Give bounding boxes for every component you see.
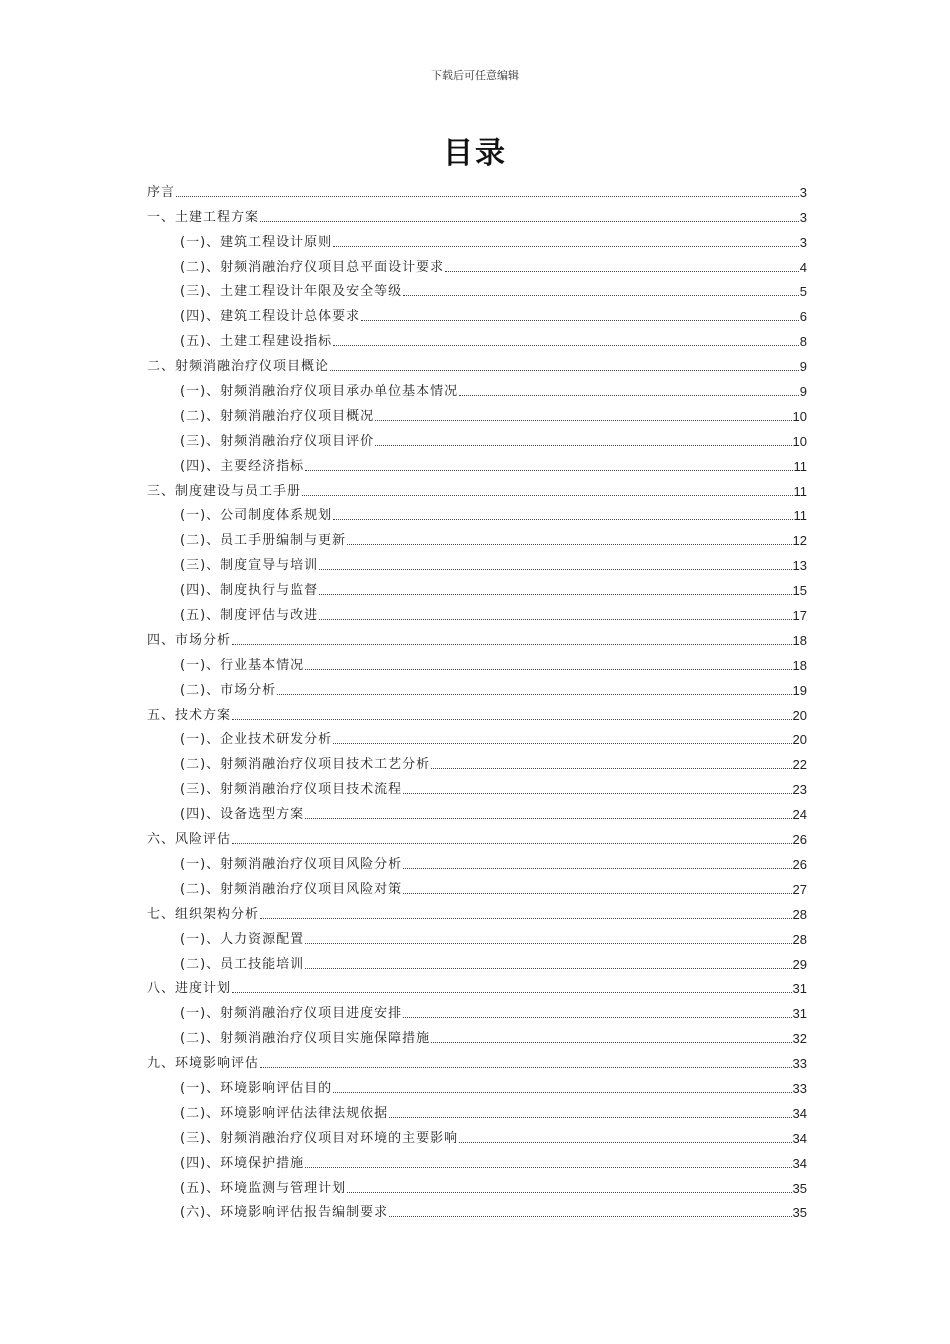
toc-dot-leader — [375, 419, 791, 421]
toc-section-entry[interactable] — [147, 848, 807, 873]
toc-dot-leader — [389, 1116, 791, 1118]
toc-page-number: 33 — [792, 1056, 807, 1072]
toc-section-entry[interactable] — [147, 873, 807, 898]
toc-section-entry[interactable] — [147, 948, 807, 973]
toc-page-number: 3 — [799, 234, 807, 250]
toc-page-number: 9 — [799, 384, 807, 400]
toc-entry-label: 九、环境影响评估 — [147, 1056, 260, 1072]
toc-section-entry[interactable] — [147, 1022, 807, 1047]
toc-dot-leader — [431, 767, 791, 769]
toc-section-entry[interactable] — [147, 524, 807, 549]
toc-chapter-entry[interactable] — [147, 1047, 807, 1072]
toc-section-entry[interactable] — [147, 226, 807, 251]
toc-entry-label: (一)、企业技术研发分析 — [180, 732, 333, 748]
toc-entry-label: (四)、制度执行与监督 — [180, 583, 319, 599]
toc-dot-leader — [333, 518, 792, 520]
toc-section-entry[interactable] — [147, 1122, 807, 1147]
toc-entry-label: (三)、土建工程设计年限及安全等级 — [180, 284, 403, 300]
toc-entry-label: (二)、射频消融治疗仪项目总平面设计要求 — [180, 259, 445, 275]
toc-page-number: 3 — [799, 184, 807, 200]
toc-dot-leader — [305, 817, 791, 819]
toc-entry-label: (四)、设备选型方案 — [180, 807, 305, 823]
toc-page-number: 26 — [792, 832, 807, 848]
toc-entry-label: (一)、公司制度体系规划 — [180, 508, 333, 524]
toc-page-number: 34 — [792, 1105, 807, 1121]
toc-page-number: 34 — [792, 1155, 807, 1171]
toc-page-number: 22 — [792, 757, 807, 773]
toc-chapter-entry[interactable] — [147, 699, 807, 724]
toc-section-entry[interactable] — [147, 1197, 807, 1222]
toc-entry-label: (三)、射频消融治疗仪项目技术流程 — [180, 782, 403, 798]
toc-entry-label: 七、组织架构分析 — [147, 906, 260, 922]
toc-section-entry[interactable] — [147, 276, 807, 301]
toc-dot-leader — [403, 867, 791, 869]
toc-section-entry[interactable] — [147, 649, 807, 674]
toc-dot-leader — [319, 568, 791, 570]
toc-section-entry[interactable] — [147, 1147, 807, 1172]
toc-section-entry[interactable] — [147, 574, 807, 599]
toc-dot-leader — [403, 294, 799, 296]
table-of-contents — [147, 176, 807, 1221]
toc-entry-label: (一)、射频消融治疗仪项目风险分析 — [180, 856, 403, 872]
toc-page-number: 12 — [792, 533, 807, 549]
toc-entry-label: (二)、射频消融治疗仪项目风险对策 — [180, 881, 403, 897]
toc-dot-leader — [347, 1191, 791, 1193]
toc-entry-label: 四、市场分析 — [147, 632, 232, 648]
toc-dot-leader — [305, 1166, 791, 1168]
toc-dot-leader — [232, 718, 792, 720]
toc-dot-leader — [232, 643, 792, 645]
toc-dot-leader — [319, 618, 791, 620]
toc-dot-leader — [333, 344, 799, 346]
toc-entry-label: (二)、射频消融治疗仪项目技术工艺分析 — [180, 757, 431, 773]
toc-section-entry[interactable] — [147, 400, 807, 425]
toc-section-entry[interactable] — [147, 1097, 807, 1122]
toc-dot-leader — [277, 693, 791, 695]
toc-page-number: 17 — [792, 608, 807, 624]
toc-page-number: 10 — [792, 433, 807, 449]
toc-page-number: 13 — [792, 558, 807, 574]
toc-dot-leader — [459, 394, 799, 396]
toc-page-number: 10 — [792, 408, 807, 424]
toc-dot-leader — [305, 668, 791, 670]
toc-page-number: 5 — [799, 284, 807, 300]
toc-entry-label: (五)、制度评估与改进 — [180, 608, 319, 624]
toc-section-entry[interactable] — [147, 375, 807, 400]
toc-entry-label: (二)、员工技能培训 — [180, 956, 305, 972]
toc-dot-leader — [403, 792, 791, 794]
toc-entry-label: 八、进度计划 — [147, 981, 232, 997]
toc-entry-label: 三、制度建设与员工手册 — [147, 483, 302, 499]
toc-dot-leader — [319, 593, 791, 595]
toc-section-entry[interactable] — [147, 325, 807, 350]
toc-entry-label: (二)、市场分析 — [180, 682, 277, 698]
toc-dot-leader — [389, 1215, 791, 1217]
toc-page-number: 31 — [792, 1006, 807, 1022]
toc-section-entry[interactable] — [147, 300, 807, 325]
toc-dot-leader — [305, 967, 791, 969]
toc-entry-label: 六、风险评估 — [147, 832, 232, 848]
toc-page-number: 24 — [792, 807, 807, 823]
toc-dot-leader — [347, 543, 791, 545]
toc-chapter-entry[interactable] — [147, 624, 807, 649]
toc-page-number: 15 — [792, 583, 807, 599]
toc-entry-label: (二)、射频消融治疗仪项目概况 — [180, 408, 375, 424]
toc-page-number: 9 — [799, 359, 807, 375]
toc-section-entry[interactable] — [147, 251, 807, 276]
toc-section-entry[interactable] — [147, 724, 807, 749]
toc-dot-leader — [305, 942, 791, 944]
toc-section-entry[interactable] — [147, 773, 807, 798]
toc-page-number: 35 — [792, 1205, 807, 1221]
toc-page-number: 28 — [792, 906, 807, 922]
toc-section-entry[interactable] — [147, 1172, 807, 1197]
toc-page-number: 8 — [799, 334, 807, 350]
toc-entry-label: 一、土建工程方案 — [147, 209, 260, 225]
toc-page-number: 11 — [793, 483, 807, 499]
toc-dot-leader — [330, 369, 799, 371]
toc-dot-leader — [260, 917, 792, 919]
toc-section-entry[interactable] — [147, 798, 807, 823]
toc-entry-label: (四)、建筑工程设计总体要求 — [180, 309, 361, 325]
toc-chapter-entry[interactable] — [147, 973, 807, 998]
toc-dot-leader — [431, 1041, 791, 1043]
toc-page-number: 11 — [793, 458, 807, 474]
toc-entry-label: (二)、员工手册编制与更新 — [180, 533, 347, 549]
toc-section-entry[interactable] — [147, 997, 807, 1022]
toc-entry-label: (四)、主要经济指标 — [180, 458, 305, 474]
toc-chapter-entry[interactable] — [147, 475, 807, 500]
toc-dot-leader — [333, 742, 791, 744]
toc-page-number: 32 — [792, 1031, 807, 1047]
toc-entry-label: 序言 — [147, 184, 176, 200]
toc-entry-label: (一)、行业基本情况 — [180, 657, 305, 673]
toc-page-number: 20 — [792, 707, 807, 723]
toc-chapter-entry[interactable] — [147, 176, 807, 201]
toc-dot-leader — [260, 220, 799, 222]
toc-entry-label: (六)、环境影响评估报告编制要求 — [180, 1205, 389, 1221]
toc-entry-label: (二)、环境影响评估法律法规依据 — [180, 1105, 389, 1121]
toc-dot-leader — [302, 494, 792, 496]
toc-entry-label: (四)、环境保护措施 — [180, 1155, 305, 1171]
toc-entry-label: (三)、制度宣导与培训 — [180, 558, 319, 574]
toc-section-entry[interactable] — [147, 748, 807, 773]
toc-page-number: 34 — [792, 1130, 807, 1146]
toc-page-number: 29 — [792, 956, 807, 972]
toc-dot-leader — [403, 1016, 791, 1018]
toc-page-number: 31 — [792, 981, 807, 997]
toc-entry-label: (一)、射频消融治疗仪项目承办单位基本情况 — [180, 384, 459, 400]
toc-entry-label: 五、技术方案 — [147, 707, 232, 723]
toc-entry-label: (一)、环境影响评估目的 — [180, 1080, 333, 1096]
toc-dot-leader — [445, 270, 799, 272]
toc-page-number: 19 — [792, 682, 807, 698]
toc-section-entry[interactable] — [147, 599, 807, 624]
toc-dot-leader — [333, 1091, 791, 1093]
toc-entry-label: (一)、建筑工程设计原则 — [180, 234, 333, 250]
toc-dot-leader — [375, 444, 791, 446]
toc-section-entry[interactable] — [147, 500, 807, 525]
toc-dot-leader — [260, 1066, 792, 1068]
toc-chapter-entry[interactable] — [147, 201, 807, 226]
toc-dot-leader — [361, 319, 799, 321]
toc-section-entry[interactable] — [147, 674, 807, 699]
toc-dot-leader — [176, 195, 799, 197]
toc-dot-leader — [403, 892, 791, 894]
toc-page-number: 27 — [792, 881, 807, 897]
toc-entry-label: (三)、射频消融治疗仪项目对环境的主要影响 — [180, 1130, 459, 1146]
header-note: 下载后可任意编辑 — [431, 69, 519, 82]
toc-dot-leader — [333, 245, 799, 247]
toc-page-number: 20 — [792, 732, 807, 748]
toc-section-entry[interactable] — [147, 1072, 807, 1097]
toc-page-number: 23 — [792, 782, 807, 798]
toc-entry-label: (一)、射频消融治疗仪项目进度安排 — [180, 1006, 403, 1022]
toc-entry-label: (五)、环境监测与管理计划 — [180, 1180, 347, 1196]
toc-page-number: 18 — [792, 632, 807, 648]
toc-entry-label: (一)、人力资源配置 — [180, 931, 305, 947]
toc-section-entry[interactable] — [147, 450, 807, 475]
toc-page-number: 4 — [799, 259, 807, 275]
toc-entry-label: (五)、土建工程建设指标 — [180, 334, 333, 350]
toc-page-number: 3 — [799, 209, 807, 225]
toc-page-number: 26 — [792, 856, 807, 872]
toc-chapter-entry[interactable] — [147, 350, 807, 375]
toc-section-entry[interactable] — [147, 923, 807, 948]
toc-entry-label: (三)、射频消融治疗仪项目评价 — [180, 433, 375, 449]
toc-page-number: 6 — [799, 309, 807, 325]
toc-dot-leader — [232, 991, 792, 993]
toc-dot-leader — [305, 469, 792, 471]
toc-entry-label: (二)、射频消融治疗仪项目实施保障措施 — [180, 1031, 431, 1047]
toc-page-number: 18 — [792, 657, 807, 673]
toc-dot-leader — [459, 1141, 791, 1143]
toc-section-entry[interactable] — [147, 425, 807, 450]
toc-section-entry[interactable] — [147, 549, 807, 574]
toc-page-number: 11 — [793, 508, 807, 524]
toc-entry-label: 二、射频消融治疗仪项目概论 — [147, 359, 330, 375]
page-title: 目录 — [443, 136, 507, 171]
toc-page-number: 28 — [792, 931, 807, 947]
toc-page-number: 33 — [792, 1080, 807, 1096]
toc-page-number: 35 — [792, 1180, 807, 1196]
toc-chapter-entry[interactable] — [147, 823, 807, 848]
toc-dot-leader — [232, 842, 792, 844]
toc-chapter-entry[interactable] — [147, 898, 807, 923]
